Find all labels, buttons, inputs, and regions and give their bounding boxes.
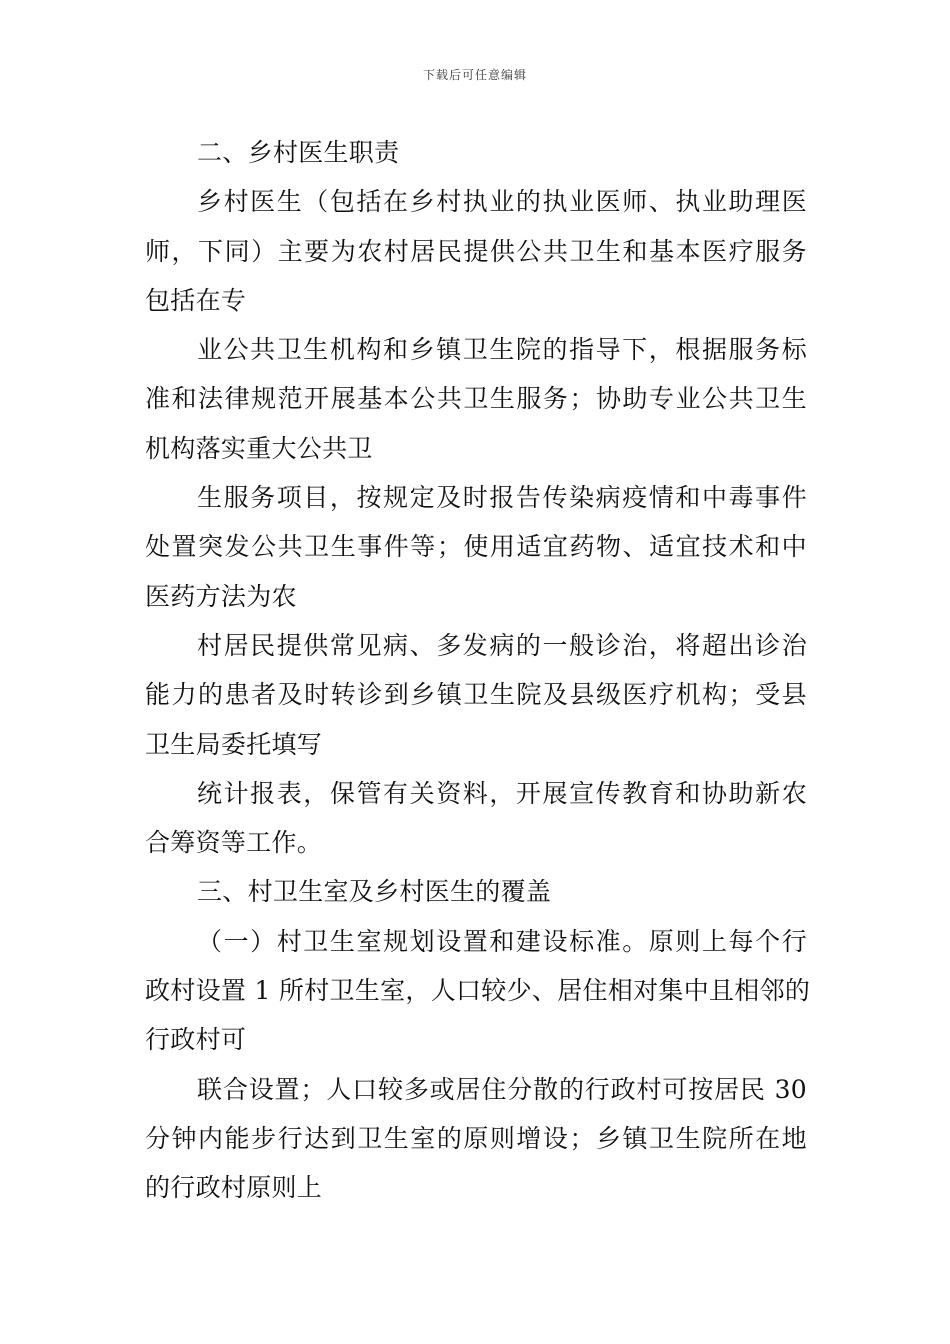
text-line: 包括在专 — [145, 285, 247, 315]
text-line: 生服务项目，按规定及时报告传染病疫情和中毒事件 — [197, 483, 807, 513]
text-line: 处置突发公共卫生事件等；使用适宜药物、适宜技术和中 — [145, 532, 807, 562]
text-line: 三、村卫生室及乡村医生的覆盖 — [197, 877, 552, 907]
text-line: 乡村医生（包括在乡村执业的执业医师、执业助理医 — [197, 187, 807, 217]
text-line: 师，下同）主要为农村居民提供公共卫生和基本医疗服务 — [145, 236, 807, 266]
text-line: 统计报表，保管有关资料，开展宣传教育和协助新农 — [197, 778, 807, 808]
document-body — [145, 128, 811, 1213]
text-line: 村居民提供常见病、多发病的一般诊治，将超出诊治 — [197, 630, 807, 660]
text-line: 分钟内能步行达到卫生室的原则增设；乡镇卫生院所在地 — [145, 1123, 807, 1153]
text-line: （一）村卫生室规划设置和建设标准。原则上每个行 — [197, 926, 807, 956]
text-line: 行政村可 — [145, 1025, 247, 1055]
text-line: 联合设置；人口较多或居住分散的行政村可按居民 30 — [197, 1074, 807, 1104]
text-line: 合筹资等工作。 — [145, 828, 323, 858]
text-line: 政村设置 1 所村卫生室，人口较少、居住相对集中且相邻的 — [145, 976, 811, 1006]
text-line: 机构落实重大公共卫 — [145, 433, 373, 463]
body-text — [145, 128, 811, 1213]
text-line: 业公共卫生机构和乡镇卫生院的指导下，根据服务标 — [197, 335, 807, 365]
text-line: 医药方法为农 — [145, 581, 297, 611]
text-line: 的行政村原则上 — [145, 1173, 323, 1203]
page-header: 下载后可任意编辑 — [422, 68, 527, 82]
text-line: 二、乡村医生职责 — [197, 138, 400, 167]
text-line: 卫生局委托填写 — [145, 729, 323, 759]
text-line: 能力的患者及时转诊到乡镇卫生院及县级医疗机构；受县 — [145, 680, 807, 710]
text-line: 准和法律规范开展基本公共卫生服务；协助专业公共卫生 — [145, 384, 807, 414]
